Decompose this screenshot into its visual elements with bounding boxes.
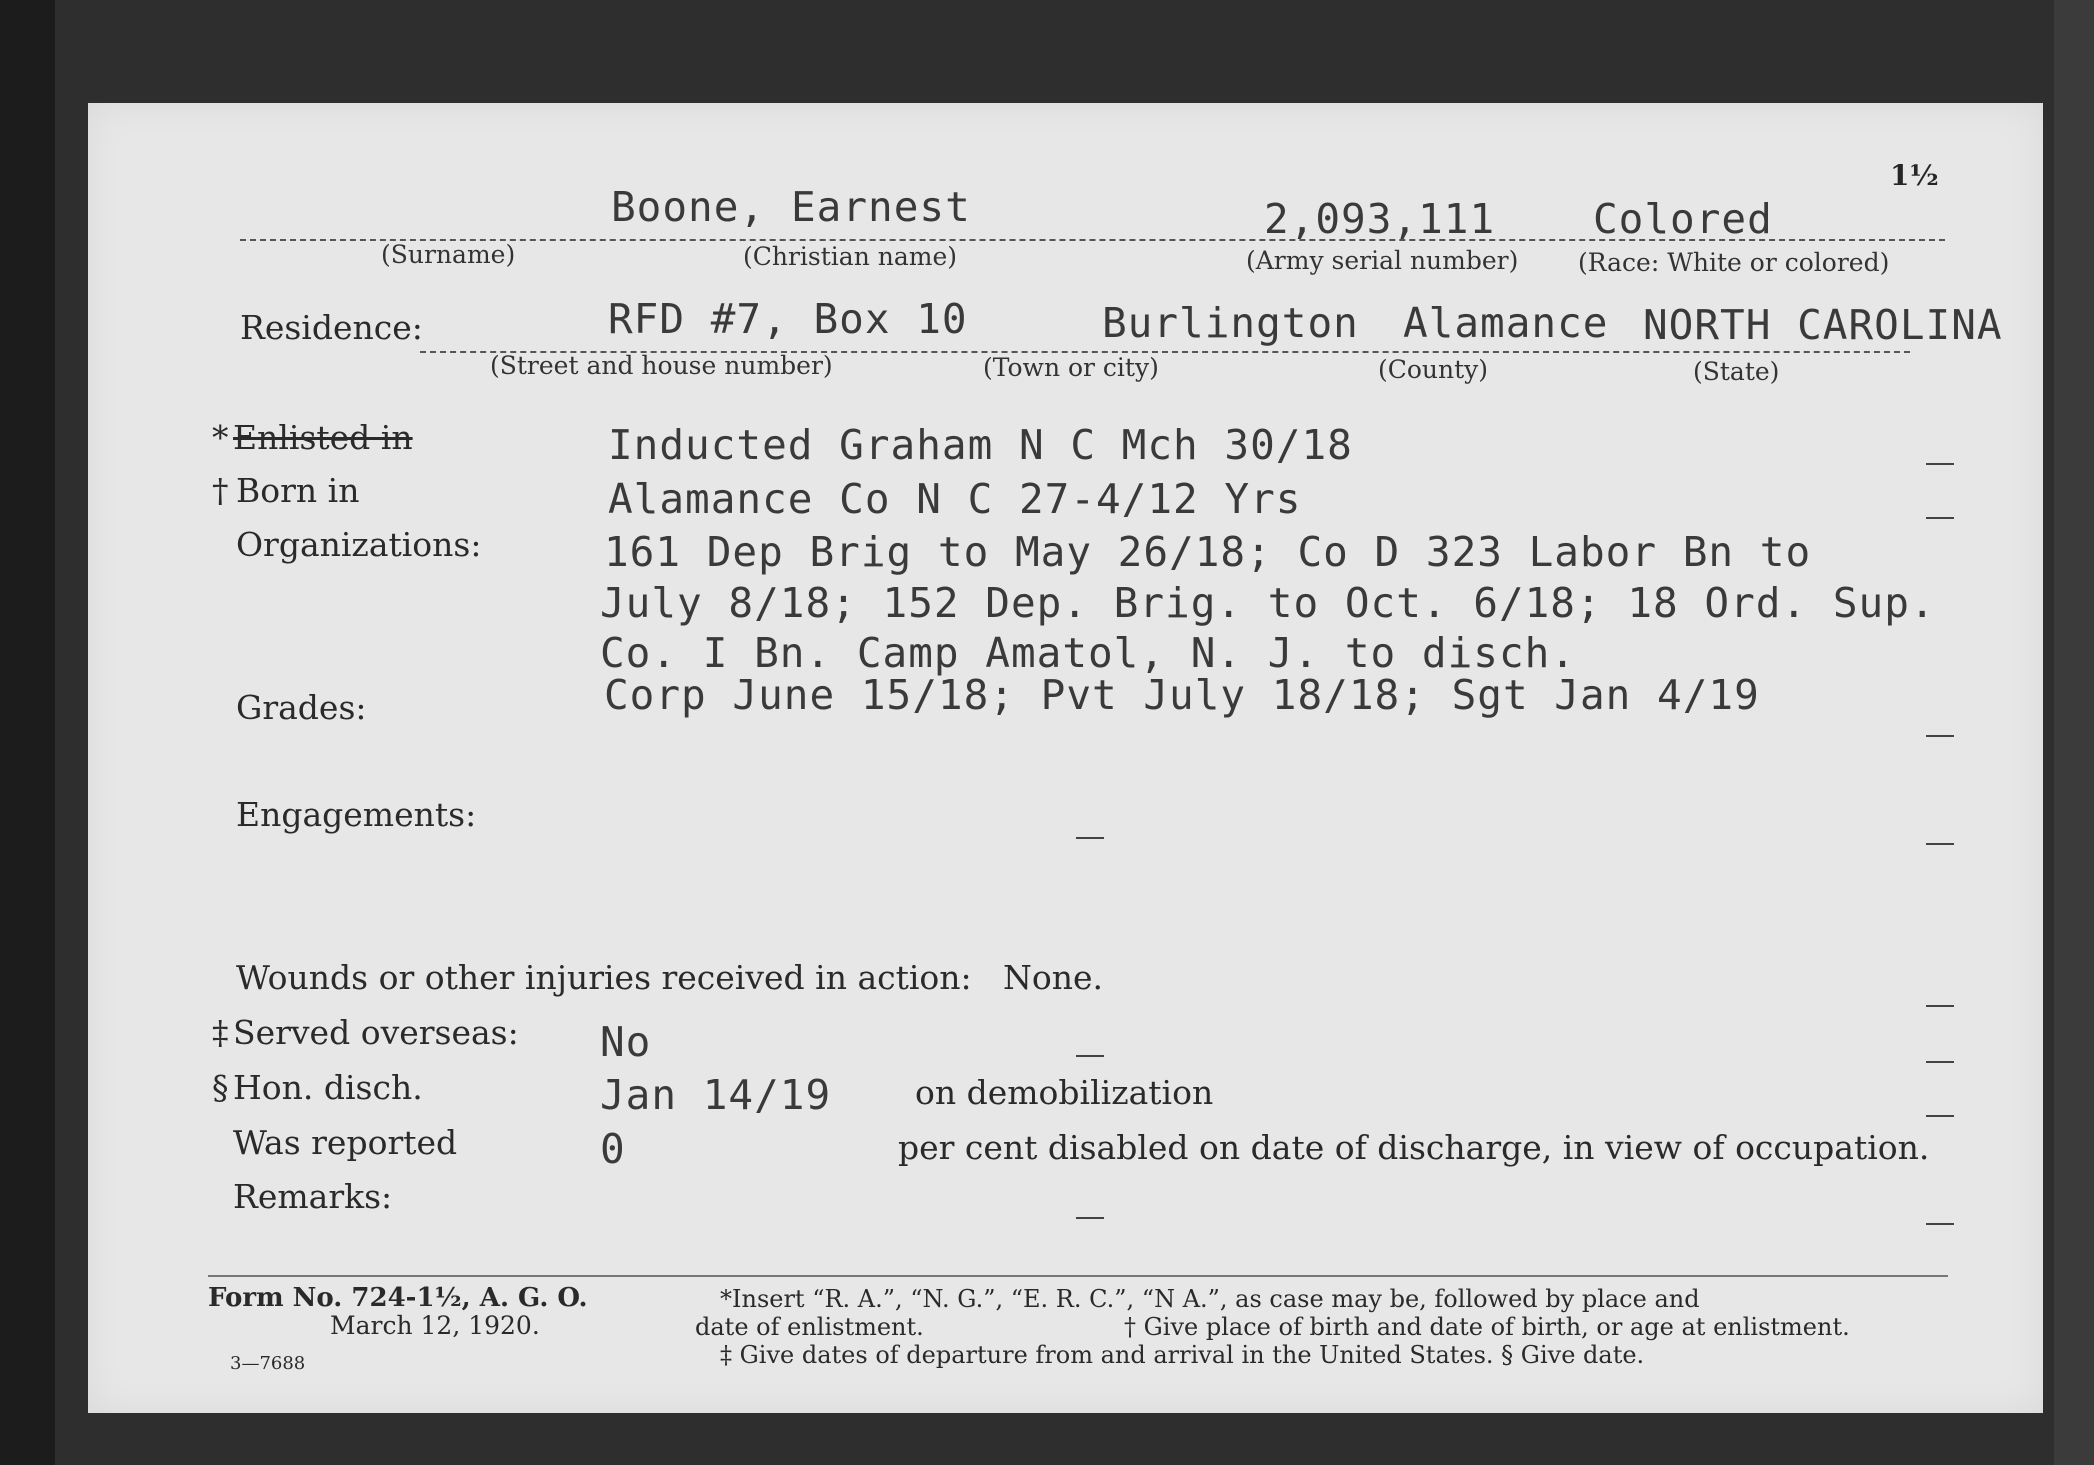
grades-value: Corp June 15/18; Pvt July 18/18; Sgt Jan 4/19 bbox=[604, 671, 1760, 719]
enlisted-label: Enlisted in bbox=[233, 418, 413, 457]
residence-state-value: NORTH CAROLINA bbox=[1643, 301, 2003, 349]
hon-disch-value: Jan 14/19 bbox=[600, 1071, 832, 1119]
wounds-label: Wounds or other injuries received in action: bbox=[236, 958, 972, 997]
caption-state: (State) bbox=[1693, 357, 1780, 386]
footer-rule bbox=[208, 1275, 1948, 1277]
scan-border-right bbox=[2054, 0, 2094, 1465]
wounds-value: None. bbox=[1003, 958, 1104, 997]
caption-surname: (Surname) bbox=[381, 240, 516, 269]
line-end-dash bbox=[1926, 1061, 1954, 1063]
caption-race: (Race: White or colored) bbox=[1578, 248, 1890, 277]
hon-disch-mark: § bbox=[212, 1068, 229, 1107]
caption-county: (County) bbox=[1378, 355, 1489, 384]
footnote-line-1: *Insert “R. A.”, “N. G.”, “E. R. C.”, “N A.”, as case may be, followed by place and bbox=[720, 1285, 1700, 1313]
enlisted-value: Inducted Graham N C Mch 30/18 bbox=[608, 421, 1353, 469]
line-end-dash bbox=[1926, 843, 1954, 845]
caption-army-serial: (Army serial number) bbox=[1246, 246, 1519, 275]
line-end-dash bbox=[1926, 517, 1954, 519]
footnote-line-3: ‡ Give dates of departure from and arrival in the United States. § Give date. bbox=[720, 1341, 1645, 1369]
footnote-line-2a: date of enlistment. bbox=[695, 1313, 924, 1341]
line-end-dash bbox=[1926, 1115, 1954, 1117]
born-mark: † bbox=[212, 471, 229, 510]
organizations-line-2: July 8/18; 152 Dep. Brig. to Oct. 6/18; 18 Ord. Sup. bbox=[600, 579, 1936, 627]
line-end-dash bbox=[1926, 463, 1954, 465]
hon-disch-label: Hon. disch. bbox=[233, 1068, 423, 1107]
field-blank-dash bbox=[1076, 837, 1104, 839]
line-end-dash bbox=[1926, 735, 1954, 737]
remarks-label: Remarks: bbox=[233, 1177, 393, 1216]
form-date: March 12, 1920. bbox=[330, 1311, 540, 1340]
corner-mark: 1½ bbox=[1890, 159, 1939, 192]
line-end-dash bbox=[1926, 1223, 1954, 1225]
overseas-value: No bbox=[600, 1018, 652, 1066]
residence-county-value: Alamance bbox=[1403, 299, 1609, 347]
army-serial-value: 2,093,111 bbox=[1264, 195, 1496, 243]
overseas-label: Served overseas: bbox=[233, 1013, 519, 1052]
caption-christian-name: (Christian name) bbox=[743, 242, 958, 271]
form-number: Form No. 724-1½, A. G. O. bbox=[208, 1283, 588, 1313]
grades-label: Grades: bbox=[236, 688, 367, 727]
caption-street: (Street and house number) bbox=[490, 351, 833, 380]
overseas-mark: ‡ bbox=[212, 1013, 229, 1052]
residence-label: Residence: bbox=[240, 308, 423, 347]
enlisted-mark: * bbox=[212, 418, 229, 457]
residence-town-value: Burlington bbox=[1102, 299, 1359, 347]
line-end-dash bbox=[1926, 1005, 1954, 1007]
service-record-card bbox=[88, 103, 2043, 1413]
organizations-line-3: Co. I Bn. Camp Amatol, N. J. to disch. bbox=[600, 629, 1576, 677]
engagements-label: Engagements: bbox=[236, 795, 477, 834]
organizations-label: Organizations: bbox=[236, 525, 482, 564]
field-blank-dash bbox=[1076, 1217, 1104, 1219]
surname-value: Boone, bbox=[611, 183, 766, 231]
field-blank-dash bbox=[1076, 1055, 1104, 1057]
christian-name-value: Earnest bbox=[791, 183, 971, 231]
print-code: 3—7688 bbox=[230, 1353, 306, 1374]
born-value: Alamance Co N C 27-4/12 Yrs bbox=[608, 475, 1302, 523]
footnote-line-2b: † Give place of birth and date of birth, or age at enlistment. bbox=[1124, 1313, 1850, 1341]
scan-border-left bbox=[0, 0, 55, 1465]
organizations-line-1: 161 Dep Brig to May 26/18; Co D 323 Labor Bn to bbox=[604, 528, 1812, 576]
hon-disch-suffix: on demobilization bbox=[915, 1073, 1214, 1112]
race-value: Colored bbox=[1593, 195, 1773, 243]
reported-label: Was reported bbox=[233, 1123, 458, 1162]
born-label: Born in bbox=[236, 471, 360, 510]
residence-street-value: RFD #7, Box 10 bbox=[608, 295, 968, 343]
caption-town: (Town or city) bbox=[983, 353, 1159, 382]
reported-suffix: per cent disabled on date of discharge, in view of occupation. bbox=[898, 1128, 1930, 1167]
reported-value: 0 bbox=[600, 1125, 626, 1173]
